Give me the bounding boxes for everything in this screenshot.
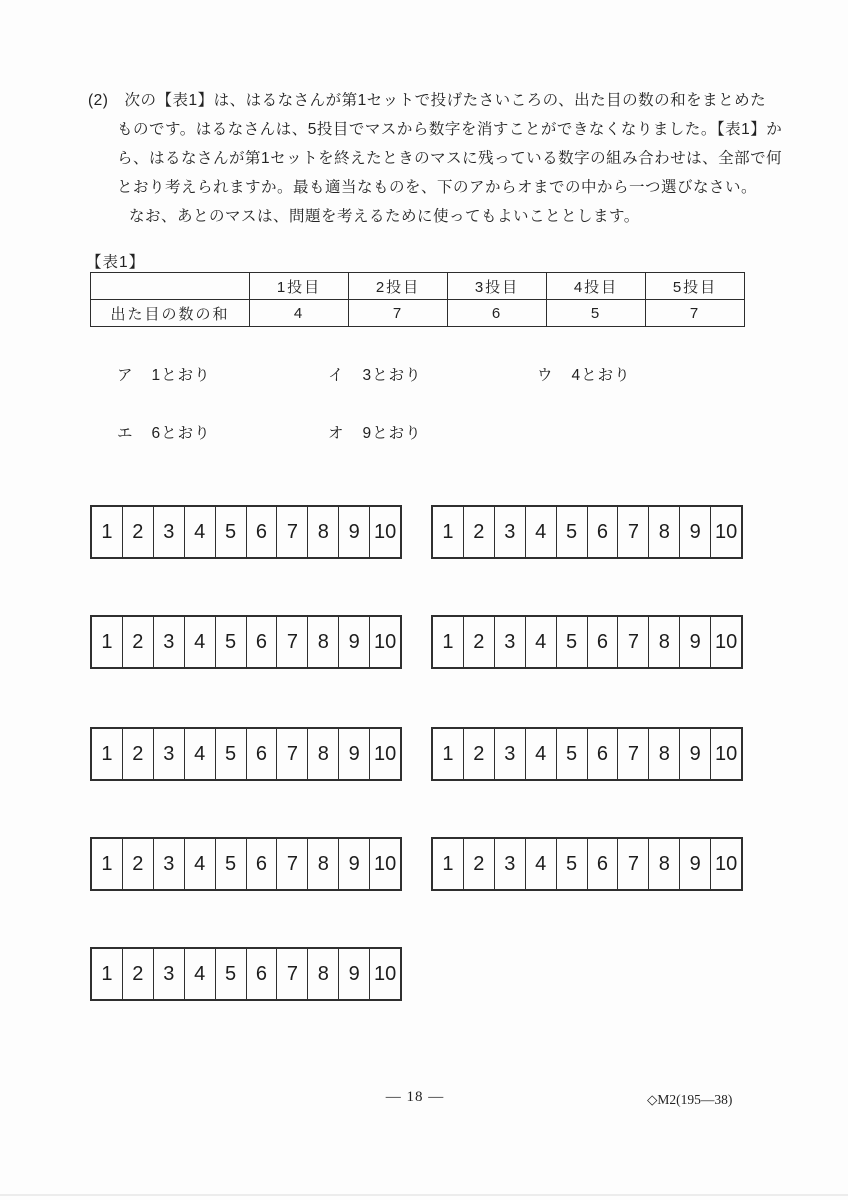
strip-cell: 2 [123,949,154,999]
table-value-cell: 7 [646,300,745,327]
strip-cell: 1 [433,729,464,779]
strip-cell: 5 [557,617,588,667]
strip-cell: 7 [277,507,308,557]
table-value-cell: 4 [250,300,349,327]
strip-cell: 10 [373,520,397,543]
option-a [117,363,211,385]
option-text: 1とおり [151,367,211,384]
strip-cell: 9 [680,617,711,667]
table-value-cell: 7 [349,300,448,327]
strip-cell: 2 [123,839,154,889]
strip-cell: 3 [154,729,185,779]
option-label: ウ [537,367,554,384]
table-row-label: 出た目の数の和 [91,300,250,327]
question-line: ものです。はるなさんは、5投目でマスから数字を消すことができなくなりました。【表1】か [117,121,783,138]
strip-cell: 4 [185,949,216,999]
table-column-header: 4投目 [547,273,646,300]
table-value-cell: 5 [547,300,646,327]
table-column-header: 5投目 [646,273,745,300]
strip-cell: 1 [433,839,464,889]
table-column-header: 1投目 [250,273,349,300]
strip-cell: 3 [495,507,526,557]
strip-cell: 4 [526,507,557,557]
strip-cell: 7 [277,949,308,999]
question-line: (2) 次の【表1】は、はるなさんが第1セットで投げたさいころの、出た目の数の和をまとめた [88,92,767,109]
table-value-cell: 6 [448,300,547,327]
question-line: ら、はるなさんが第1セットを終えたときのマスに残っている数字の組み合わせは、全部で何 [117,150,783,167]
strip-cell: 6 [588,729,619,779]
strip-cell: 6 [588,617,619,667]
strip-cell: 9 [680,507,711,557]
strip-cell: 1 [92,507,123,557]
strip-cell: 8 [308,949,339,999]
strip-cell: 6 [588,839,619,889]
option-text: 6とおり [151,425,211,442]
strip-cell: 8 [649,729,680,779]
strip-cell: 6 [247,617,278,667]
number-strip [90,947,402,1001]
strip-cell: 10 [714,742,738,765]
strip-cell: 1 [433,507,464,557]
strip-cell: 7 [618,729,649,779]
strip-cell: 9 [339,949,370,999]
strip-cell: 10 [373,742,397,765]
strip-cell: 3 [154,507,185,557]
strip-cell: 5 [216,729,247,779]
footer-doc-code: ◇M2(195—38) [647,1092,733,1107]
strip-cell: 4 [526,617,557,667]
strip-cell: 4 [185,507,216,557]
number-strip [431,837,743,891]
option-text: 4とおり [571,367,631,384]
strip-cell: 7 [618,507,649,557]
strip-cell: 1 [92,617,123,667]
number-strip [90,837,402,891]
scan-edge-artifact [0,1194,848,1196]
option-e [117,421,211,443]
strip-cell: 5 [216,839,247,889]
strip-cell: 2 [123,617,154,667]
strip-cell: 5 [216,949,247,999]
strip-cell: 3 [495,729,526,779]
strip-cell: 7 [277,729,308,779]
strip-cell: 8 [308,507,339,557]
strip-cell: 9 [339,729,370,779]
strip-cell: 8 [308,617,339,667]
option-text: 9とおり [362,425,422,442]
strip-cell: 8 [649,507,680,557]
option-label: エ [117,425,134,442]
strip-cell: 8 [649,617,680,667]
strip-cell: 4 [526,729,557,779]
number-strip [431,505,743,559]
strip-cell: 4 [185,729,216,779]
strip-cell: 6 [588,507,619,557]
footer-page-number: — 18 — [385,1089,445,1105]
strip-cell: 7 [277,617,308,667]
strip-cell: 10 [373,852,397,875]
option-label: オ [328,425,345,442]
strip-cell: 4 [526,839,557,889]
strip-cell: 2 [464,729,495,779]
strip-cell: 5 [216,617,247,667]
number-strip [90,727,402,781]
strip-cell: 1 [92,839,123,889]
strip-cell: 3 [495,617,526,667]
strip-cell: 8 [649,839,680,889]
strip-cell: 9 [339,507,370,557]
number-strip [90,505,402,559]
strip-cell: 2 [464,617,495,667]
strip-cell: 5 [557,729,588,779]
table-column-header: 2投目 [349,273,448,300]
number-strip [90,615,402,669]
question-line: なお、あとのマスは、問題を考えるために使ってもよいこととします。 [129,208,640,225]
strip-cell: 3 [495,839,526,889]
strip-cell: 3 [154,949,185,999]
strip-cell: 2 [464,839,495,889]
strip-cell: 1 [92,949,123,999]
strip-cell: 1 [92,729,123,779]
strip-cell: 5 [557,839,588,889]
number-strip [431,615,743,669]
strip-cell: 4 [185,839,216,889]
question-line: とおり考えられますか。最も適当なものを、下のアからオまでの中から一つ選びなさい。 [117,179,758,196]
strip-cell: 1 [433,617,464,667]
strip-cell: 6 [247,507,278,557]
table-data-row [91,300,745,327]
table-header-row [91,273,745,300]
strip-cell: 6 [247,949,278,999]
strip-cell: 7 [618,839,649,889]
strip-cell: 3 [154,839,185,889]
strip-cell: 8 [308,839,339,889]
strip-cell: 3 [154,617,185,667]
dice-sum-table [90,272,745,327]
strip-cell: 10 [373,962,397,985]
strip-cell: 9 [339,617,370,667]
strip-cell: 7 [277,839,308,889]
strip-cell: 10 [714,630,738,653]
strip-cell: 2 [123,729,154,779]
strip-cell: 5 [216,507,247,557]
strip-cell: 7 [618,617,649,667]
option-u [537,363,631,385]
strip-cell: 9 [680,729,711,779]
option-i [328,363,422,385]
table-column-header: 3投目 [448,273,547,300]
question-text [88,86,783,231]
strip-cell: 5 [557,507,588,557]
strip-cell: 10 [714,852,738,875]
strip-cell: 6 [247,839,278,889]
option-text: 3とおり [362,367,422,384]
strip-cell: 9 [339,839,370,889]
strip-cell: 2 [123,507,154,557]
strip-cell: 2 [464,507,495,557]
strip-cell: 10 [373,630,397,653]
table-label: 【表1】 [86,254,146,271]
option-label: イ [328,367,345,384]
table-corner-cell [91,273,250,300]
strip-cell: 6 [247,729,278,779]
strip-cell: 9 [680,839,711,889]
option-o [328,421,422,443]
strip-cell: 8 [308,729,339,779]
option-label: ア [117,367,134,384]
strip-cell: 4 [185,617,216,667]
number-strip [431,727,743,781]
strip-cell: 10 [714,520,738,543]
